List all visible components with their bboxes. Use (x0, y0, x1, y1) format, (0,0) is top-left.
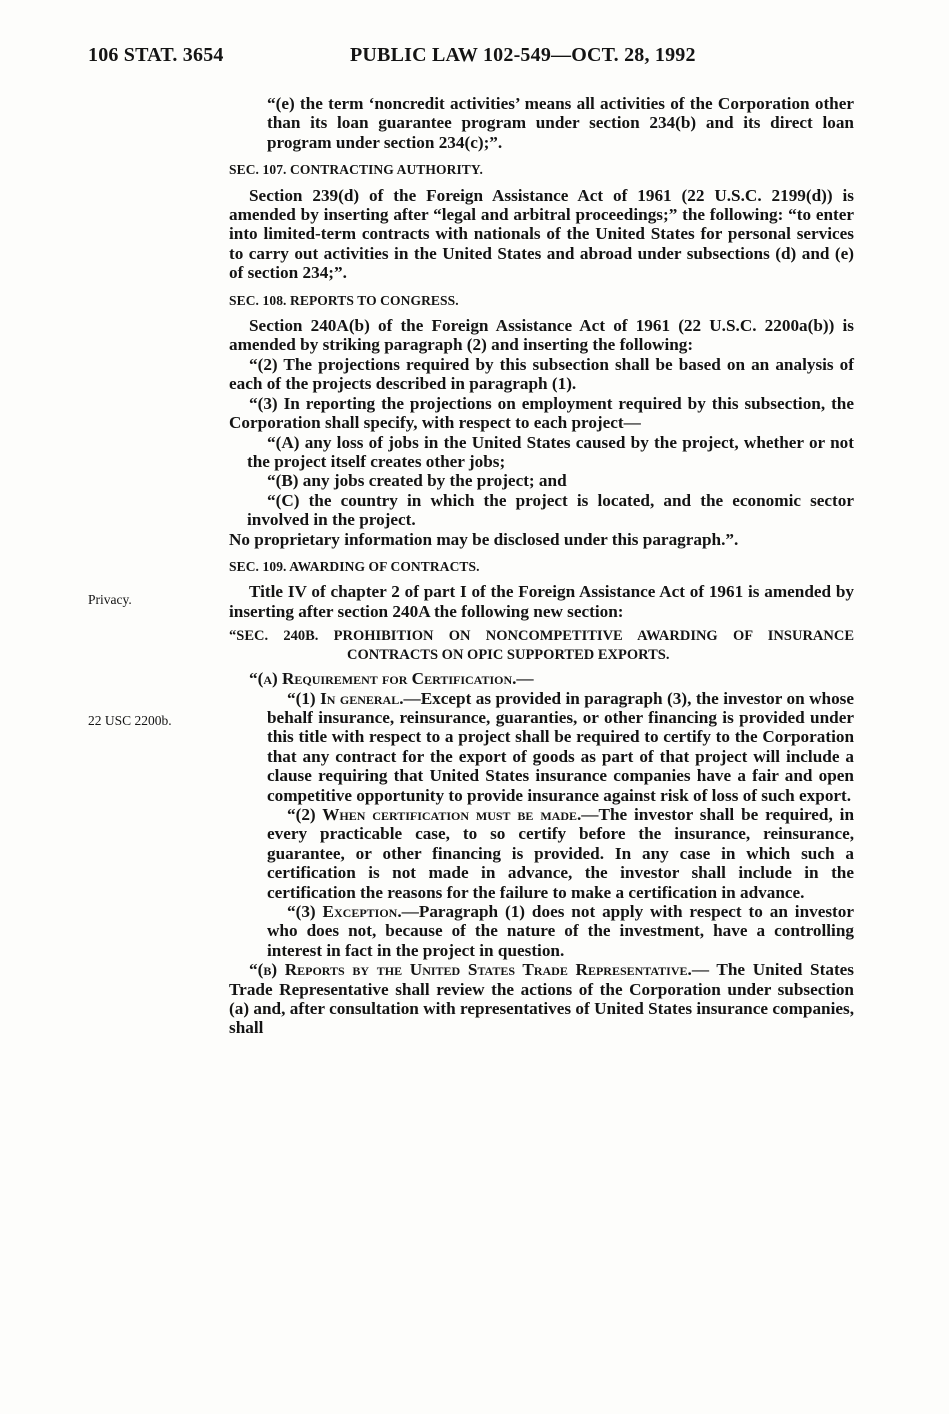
subsection-a1 (229, 689, 854, 805)
subsection-b-text: The United States Trade Representative shall review the actions of the Corporation under subsection (a) and, after consultation with representatives of United States insurance companies, shall (229, 960, 854, 1038)
paragraph-e (229, 94, 854, 152)
subsection-a-heading-text: “(a) Requirement for Certification.— (249, 669, 534, 689)
section-108-closing: No proprietary information may be disclosed under this paragraph.”. (229, 529, 739, 549)
subsection-a2 (229, 805, 854, 902)
subsection-a3-text: Paragraph (1) does not apply with respect to an investor who does not, because of the nature of the investment, have a controlling interest in fact in the project in question. (267, 902, 854, 960)
section-108-clause-b: “(B) any jobs created by the project; and (267, 471, 567, 491)
page-header (88, 44, 788, 74)
section-240b-heading: “SEC. 240B. PROHIBITION ON NONCOMPETITIVE AWARDING OF INSURANCE CONTRACTS ON OPIC SUPPORTED EXPORTS. (229, 628, 854, 664)
section-108-text: Section 240A(b) of the Foreign Assistance Act of 1961 (22 U.S.C. 2200a(b)) is amended by striking paragraph (2) and inserting the following: (229, 316, 854, 355)
section-108-heading: SEC. 108. REPORTS TO CONGRESS. (229, 292, 459, 308)
section-108-para-2: “(2) The projections required by this subsection shall be based on an analysis of each of the projects described in paragraph (1). (229, 354, 854, 394)
section-108-clause-a: “(A) any loss of jobs in the United States caused by the project, whether or not the project itself creates other jobs; (247, 432, 854, 471)
subsection-b (229, 960, 854, 1038)
subsection-a2-text: The investor shall be required, in every practicable case, to so certify before the insurance, reinsurance, guarantee, or other financing is provided. In any case in which such a certification is not made in advance, the investor shall include in the certification the reasons for the failure to make a certification in advance. (267, 805, 855, 902)
section-108-clause-c: “(C) the country in which the project is located, and the economic sector involved in the project. (247, 490, 854, 530)
document-body (229, 94, 854, 1038)
section-109-text: Title IV of chapter 2 of part I of the Foreign Assistance Act of 1961 is amended by inserting after section 240A the following new section: (229, 582, 854, 621)
paragraph-e-text: “(e) the term ‘noncredit activities’ means all activities of the Corporation other than its loan guarantee program under section 234(b) and its direct loan program under section 234(c);”. (267, 94, 854, 152)
section-107-heading: SEC. 107. CONTRACTING AUTHORITY. (229, 162, 483, 178)
subsection-a3-heading: “(3) Exception.— (287, 902, 419, 922)
public-law-title: PUBLIC LAW 102-549—OCT. 28, 1992 (350, 44, 696, 66)
subsection-a2-heading: “(2) When certification must be made.— (287, 805, 599, 824)
subsection-b-heading: “(b) Reports by the United States Trade Representative.— (249, 960, 710, 980)
subsection-a3 (229, 902, 854, 960)
stat-page-number: 106 STAT. 3654 (88, 44, 224, 66)
subsection-a1-text: Except as provided in paragraph (3), the investor on whose behalf insurance, reinsurance, guaranties, or other financing is provided under this title with respect to a project shall be required to certify to the Corporation that any contract for the export of goods as part of that project will include a clause requiring that United States insurance companies have a fair and open competitive opportunity to provide insurance against risk of loss of such export. (267, 688, 854, 805)
section-108-para-3: “(3) In reporting the projections on employment required by this subsection, the Corporation shall specify, with respect to each project— (229, 393, 854, 433)
subsection-a-heading (229, 669, 854, 688)
subsection-a1-heading: “(1) In general.— (287, 688, 421, 708)
section-107-text: Section 239(d) of the Foreign Assistance Act of 1961 (22 U.S.C. 2199(d)) is amended by inserting after “legal and arbitral proceedings;” the following: “to enter into limited-term contracts with nationals of the United States for personal services to carry out activities in the United States and abroad under subsections (d) and (e) of section 234;”. (229, 185, 854, 283)
margin-note-usc: 22 USC 2200b. (88, 713, 172, 728)
margin-note-privacy: Privacy. (88, 592, 132, 607)
section-109-heading: SEC. 109. AWARDING OF CONTRACTS. (229, 558, 480, 574)
